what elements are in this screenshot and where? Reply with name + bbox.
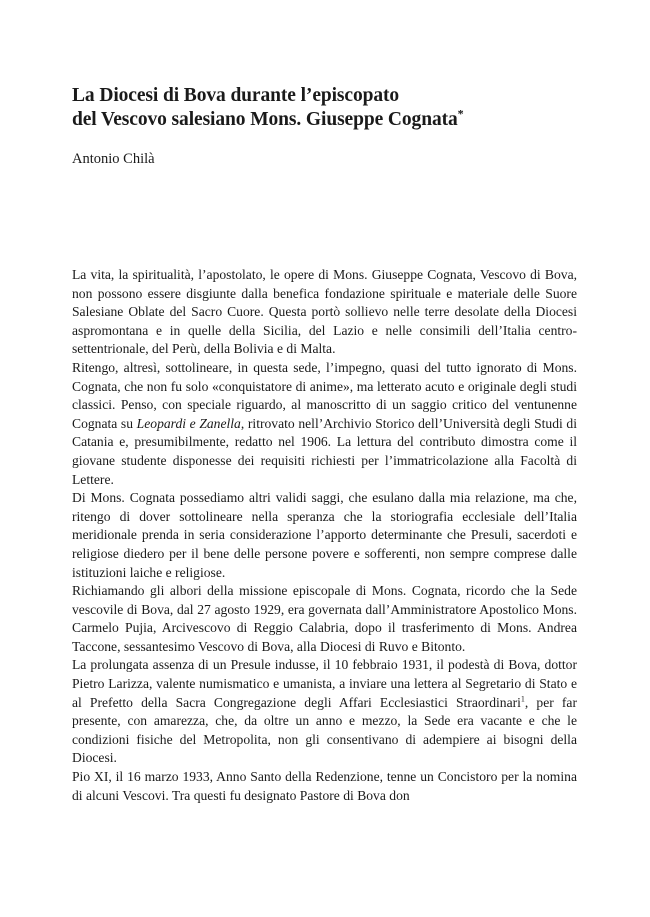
title-footnote-mark: * (457, 106, 464, 121)
paragraph-2-part-b: , ritrovato nell’Archivio Storico dell’Università degli Studi di Catania e, presumibilmente, redatto nel 1906. La lettura del contributo dimostra come il giovane studente disponesse dei requisiti richiesti per l’immatricolazione alla Facoltà di Lettere. (72, 415, 578, 487)
paragraph-1: La vita, la spiritualità, l’apostolato, le opere di Mons. Giuseppe Cognata, Vescovo di Bova, non possono essere disgiunte dalla benefica fondazione spirituale e materiale delle Suore Salesiane Oblate del Sacro Cuore. Questa portò sollievo nelle terre desolate della Diocesi aspromontana e in quelle della Sicilia, del Lazio e nelle consimili dell’Italia centro-settentrionale, del Perù, della Bolivia e di Malta. (72, 267, 577, 357)
article-title (72, 84, 577, 132)
footnote-ref-1[interactable]: 1 (520, 694, 525, 704)
paragraph-3: Di Mons. Cognata possediamo altri validi saggi, che esulano dalla mia relazione, ma che, ritengo di dover sottolineare nella speranza che la storiografia ecclesiale dell’Italia meridionale prenda in seria considerazione l’apporto determinante che Presuli, sacerdoti e religiose diedero per il bene delle persone povere e sofferenti, non sempre comprese dalle istituzioni laiche e religiose. (72, 490, 577, 580)
paragraph-5-part-b: , per far presente, con amarezza, che, da oltre un anno e mezzo, la Sede era vacante e che le condizioni fisiche del Metropolita, non gli consentivano di adempiere ai bisogni della Diocesi. (72, 694, 577, 766)
title-line-2: del Vescovo salesiano Mons. Giuseppe Cognata (72, 109, 458, 130)
paragraph-5 (72, 656, 577, 768)
paragraph-5-part-a: La prolungata assenza di un Presule indusse, il 10 febbraio 1931, il podestà di Bova, dottor Pietro Larizza, valente numismatico e umanista, a inviare una lettera al Segretario di Stato e al Prefetto della Sacra Congregazione degli Affari Ecclesiastici Straordinari (72, 657, 577, 710)
author-name: Antonio Chilà (72, 151, 155, 167)
cited-work-title: Leopardi e Zanella (136, 415, 241, 431)
paragraph-2 (72, 359, 577, 489)
article-body (72, 266, 577, 805)
paragraph-4: Richiamando gli albori della missione episcopale di Mons. Cognata, ricordo che la Sede vescovile di Bova, dal 27 agosto 1929, era governata dall’Amministratore Apostolico Mons. Carmelo Pujia, Arcivescovo di Reggio Calabria, dopo il trasferimento di Mons. Andrea Taccone, sessantesimo Vescovo di Bova, alla Diocesi di Ruvo e Bitonto. (72, 583, 577, 654)
paragraph-6: Pio XI, il 16 marzo 1933, Anno Santo della Redenzione, tenne un Concistoro per la nomina di alcuni Vescovi. Tra questi fu designato Pastore di Bova don (72, 769, 577, 803)
title-line-1: La Diocesi di Bova durante l’episcopato (72, 85, 400, 106)
article-header (72, 84, 577, 168)
paragraph-2-part-a: Ritengo, altresì, sottolineare, in questa sede, l’impegno, quasi del tutto ignorato di Mons. Cognata, che non fu solo «conquistatore di anime», ma letterato acuto e originale degli studi classici. Penso, con speciale riguardo, al manoscritto di un saggio critico del ventunenne Cognata su (72, 359, 577, 431)
